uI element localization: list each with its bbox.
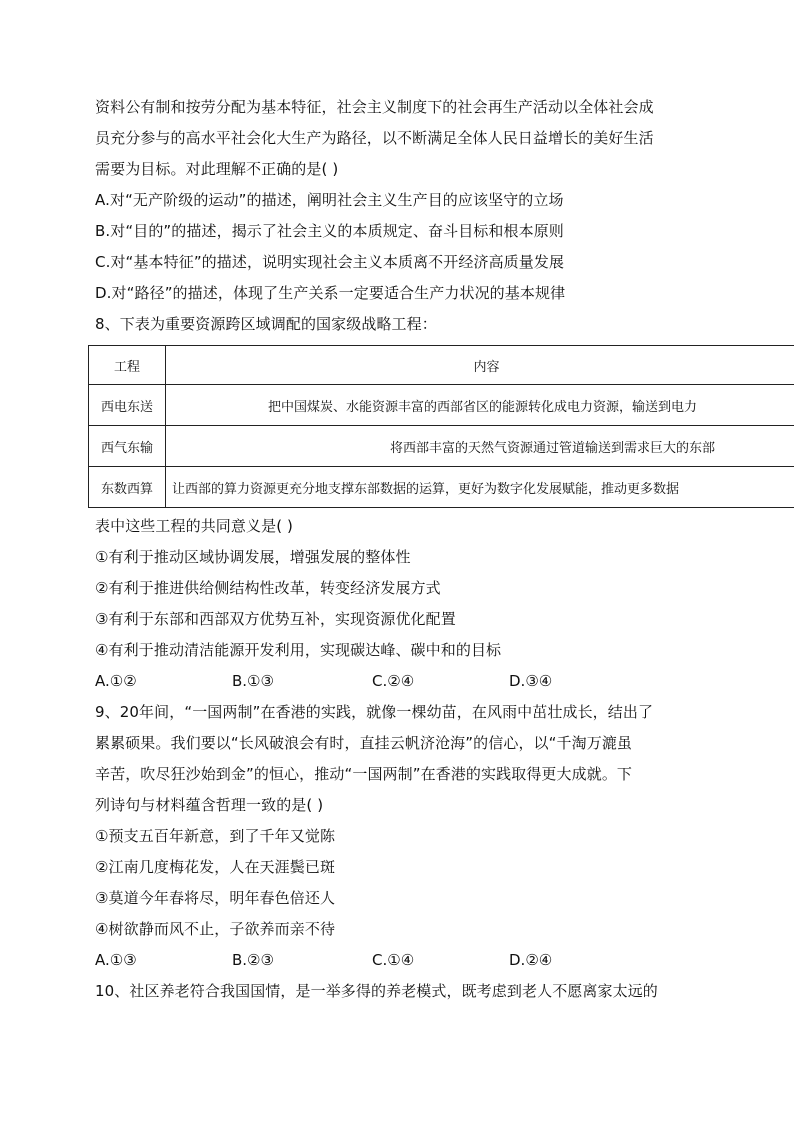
q9-option-b: B.②③: [232, 951, 274, 969]
q7-text-line-2: 员充分参与的高水平社会化大生产为路径，以不断满足全体人民日益增长的美好生活: [95, 129, 654, 147]
table-cell-project: 西电东送: [89, 385, 166, 426]
q7-option-b: B.对“目的”的描述，揭示了社会主义的本质规定、奋斗目标和根本原则: [95, 222, 564, 240]
table-cell-project: 西气东输: [89, 426, 166, 467]
table-cell-content: 将西部丰富的天然气资源通过管道输送到需求巨大的东部: [166, 426, 794, 467]
q9-item-2: ②江南几度梅花发，人在天涯鬓已斑: [95, 858, 336, 876]
table-header-project: 工程: [89, 346, 166, 385]
table-row: [89, 426, 794, 467]
q9-item-3: ③莫道今年春将尽，明年春色倍还人: [95, 889, 336, 907]
q9-option-a: A.①③: [95, 951, 137, 969]
q9-text-line-2: 累累硕果。我们要以“长风破浪会有时，直挂云帆济沧海”的信心，以“千淘万漉虽: [95, 734, 633, 752]
q9-option-c: C.①④: [372, 951, 415, 969]
q9-option-d: D.②④: [509, 951, 553, 969]
q7-option-d: D.对“路径”的描述，体现了生产关系一定要适合生产力状况的基本规律: [95, 284, 566, 302]
q10-text-line-1: 10、社区养老符合我国国情，是一举多得的养老模式，既考虑到老人不愿离家太远的: [95, 982, 658, 1000]
q9-text-line-3: 辛苦，吹尽狂沙始到金”的恒心，推动“一国两制”在香港的实践取得更大成就。下: [95, 765, 633, 783]
q7-text-line-1: 资料公有制和按劳分配为基本特征，社会主义制度下的社会再生产活动以全体社会成: [95, 98, 654, 116]
q9-item-4: ④树欲静而风不止，子欲养而亲不待: [95, 920, 336, 938]
q8-item-1: ①有利于推动区域协调发展，增强发展的整体性: [95, 548, 411, 566]
q8-stem: 表中这些工程的共同意义是( ): [95, 517, 293, 535]
q8-intro: 8、下表为重要资源跨区域调配的国家级战略工程：: [95, 315, 437, 333]
projects-table: [88, 345, 794, 508]
q8-option-a: A.①②: [95, 672, 137, 690]
q8-option-b: B.①③: [232, 672, 274, 690]
q8-item-3: ③有利于东部和西部双方优势互补，实现资源优化配置: [95, 610, 456, 628]
table-cell-project: 东数西算: [89, 467, 166, 508]
table-row: [89, 385, 794, 426]
table-cell-content: 把中国煤炭、水能资源丰富的西部省区的能源转化成电力资源，输送到电力: [166, 385, 794, 426]
q8-item-4: ④有利于推动清洁能源开发利用，实现碳达峰、碳中和的目标: [95, 641, 502, 659]
q9-item-1: ①预支五百年新意，到了千年又觉陈: [95, 827, 336, 845]
table-cell-content: 让西部的算力资源更充分地支撑东部数据的运算，更好为数字化发展赋能，推动更多数据: [166, 467, 794, 508]
q8-item-2: ②有利于推进供给侧结构性改革，转变经济发展方式: [95, 579, 441, 597]
q8-option-c: C.②④: [372, 672, 415, 690]
q9-text-line-4: 列诗句与材料蕴含哲理一致的是( ): [95, 796, 324, 814]
q8-option-d: D.③④: [509, 672, 553, 690]
q9-text-line-1: 9、20年间，“一国两制”在香港的实践，就像一棵幼苗，在风雨中茁壮成长，结出了: [95, 703, 654, 721]
q7-option-a: A.对“无产阶级的运动”的描述，阐明社会主义生产目的应该坚守的立场: [95, 191, 564, 209]
q7-option-c: C.对“基本特征”的描述，说明实现社会主义本质离不开经济高质量发展: [95, 253, 565, 271]
table-row: [89, 467, 794, 508]
q7-text-line-3: 需要为目标。对此理解不正确的是( ): [95, 160, 339, 178]
table-header-row: [89, 346, 794, 385]
table-header-content: 内容: [166, 346, 794, 385]
